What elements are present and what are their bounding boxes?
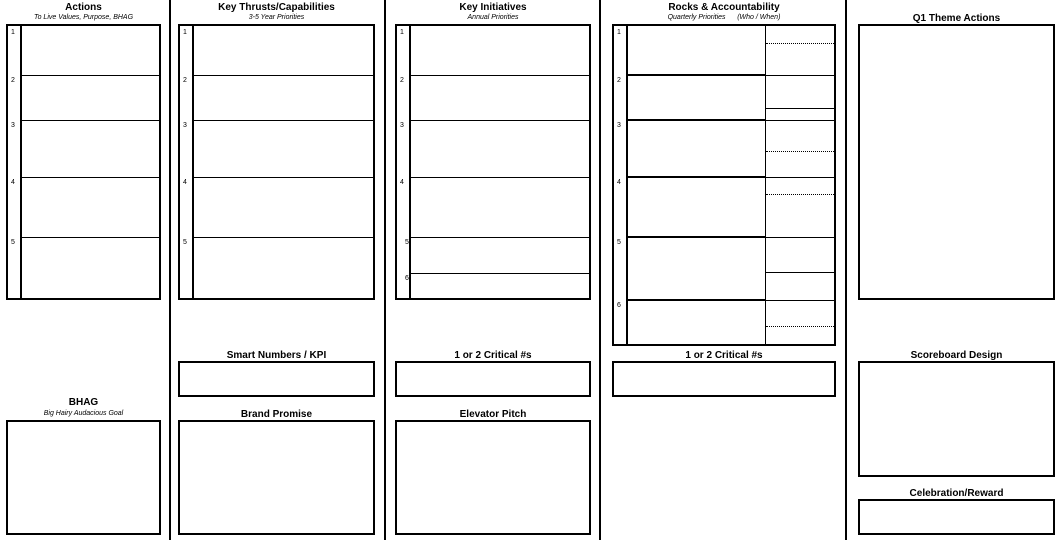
row-number[interactable]: 2	[11, 77, 15, 84]
who-when-line	[766, 326, 834, 327]
row-number: 5	[405, 239, 409, 246]
who-when-line	[766, 194, 834, 195]
row-divider	[192, 75, 373, 76]
row-number: 2	[400, 77, 404, 84]
row-number[interactable]: 4	[11, 179, 15, 186]
thrusts-title: Key Thrusts/Capabilities	[218, 2, 335, 13]
row-number: 6	[405, 275, 409, 282]
row-number[interactable]: 3	[11, 122, 15, 129]
row-number: 3	[617, 122, 621, 129]
row-number: 1	[617, 29, 621, 36]
initiatives-title: Key Initiatives	[459, 2, 527, 13]
critical-numbers-title: 1 or 2 Critical #s	[454, 350, 532, 361]
row-divider	[20, 237, 159, 238]
scoreboard-box[interactable]	[858, 361, 1055, 477]
who-when-line	[766, 272, 834, 273]
who-when-line	[766, 43, 834, 44]
row-number: 4	[400, 179, 404, 186]
column-divider	[845, 0, 847, 540]
bhag-box[interactable]	[6, 420, 161, 535]
theme-title: Q1 Theme Actions	[912, 13, 1001, 24]
who-when-line	[766, 120, 834, 121]
thrusts-subtitle: 3-5 Year Priorities	[248, 14, 305, 21]
who-when-line	[766, 177, 834, 178]
row-number: 2	[183, 77, 187, 84]
number-column	[397, 26, 411, 298]
celebration-box[interactable]	[858, 499, 1055, 535]
row-divider	[626, 299, 765, 301]
row-number: 3	[400, 122, 404, 129]
row-number: 4	[183, 179, 187, 186]
row-number: 1	[11, 29, 15, 36]
column-divider	[384, 0, 386, 540]
row-number: 3	[183, 122, 187, 129]
number-column	[8, 26, 22, 298]
row-divider	[192, 237, 373, 238]
row-divider	[626, 74, 765, 76]
row-number: 5	[183, 239, 187, 246]
row-number: 6	[617, 302, 621, 309]
row-divider	[626, 176, 765, 178]
actions-title: Actions	[65, 2, 102, 13]
initiatives-subtitle: Annual Priorities	[467, 14, 519, 21]
row-number[interactable]: 5	[11, 239, 15, 246]
accountability-divider	[765, 26, 766, 344]
critical-numbers-box[interactable]	[612, 361, 836, 397]
row-number: 1	[400, 29, 404, 36]
actions-table	[6, 24, 161, 300]
row-number: 1	[183, 29, 187, 36]
row-divider	[409, 120, 589, 121]
actions-subtitle: To Live Values, Purpose, BHAG	[33, 14, 134, 21]
row-divider	[20, 120, 159, 121]
row-divider	[20, 75, 159, 76]
rocks-table	[612, 24, 836, 346]
brand-promise-box[interactable]	[178, 420, 375, 535]
bhag-title: BHAG	[68, 397, 99, 408]
scoreboard-title: Scoreboard Design	[910, 350, 1003, 361]
row-number: 4	[617, 179, 621, 186]
who-when-line	[766, 237, 834, 238]
row-number: 5	[617, 239, 621, 246]
elevator-pitch-box[interactable]	[395, 420, 591, 535]
critical-numbers-title: 1 or 2 Critical #s	[685, 350, 763, 361]
brand-promise-title: Brand Promise	[240, 409, 313, 420]
who-when-line	[766, 108, 834, 109]
thrusts-table	[178, 24, 375, 300]
smart-numbers-box[interactable]	[178, 361, 375, 397]
row-divider	[20, 177, 159, 178]
rocks-subtitle: Quarterly Priorities (Who / When)	[667, 14, 781, 21]
who-when-line	[766, 300, 834, 301]
who-when-line	[766, 151, 834, 152]
critical-numbers-box[interactable]	[395, 361, 591, 397]
initiatives-table	[395, 24, 591, 300]
who-when-line	[766, 75, 834, 76]
row-divider	[409, 273, 589, 274]
row-divider	[192, 120, 373, 121]
column-divider	[599, 0, 601, 540]
rocks-title: Rocks & Accountability	[668, 2, 780, 13]
bhag-subtitle: Big Hairy Audacious Goal	[43, 410, 124, 417]
row-divider	[409, 177, 589, 178]
row-divider	[409, 75, 589, 76]
column-divider	[169, 0, 171, 540]
number-column	[180, 26, 194, 298]
theme-actions-box[interactable]	[858, 24, 1055, 300]
row-divider	[626, 236, 765, 238]
row-divider	[626, 119, 765, 121]
row-number: 2	[617, 77, 621, 84]
row-divider	[409, 237, 589, 238]
row-divider	[192, 177, 373, 178]
celebration-title: Celebration/Reward	[909, 488, 1004, 499]
smart-numbers-title: Smart Numbers / KPI	[226, 350, 327, 361]
elevator-pitch-title: Elevator Pitch	[459, 409, 527, 420]
